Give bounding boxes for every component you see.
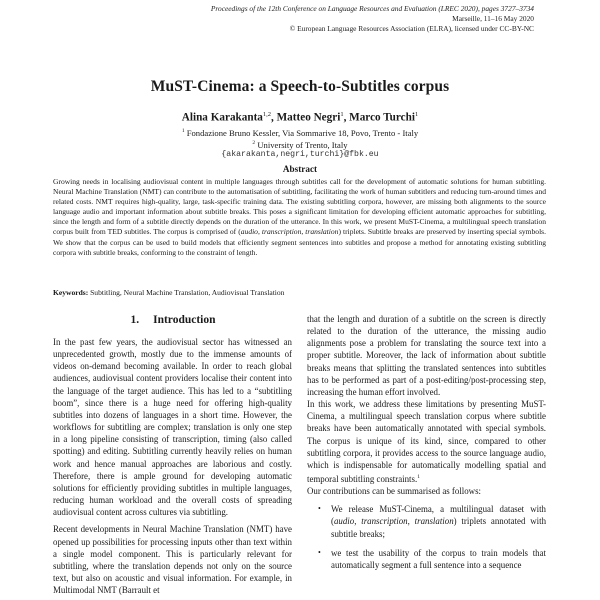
affiliation-text: University of Trento, Italy bbox=[257, 139, 348, 150]
author-affiliation-mark: 1 bbox=[340, 111, 344, 118]
list-item: • we test the usability of the corpus to train models that automatically segment a full sentence into a sequence bbox=[307, 547, 546, 571]
abstract-italic: transcription bbox=[261, 227, 302, 237]
author-name: Marco Turchi bbox=[349, 111, 415, 124]
list-item-text: We release MuST-Cinema, a multilingual dataset with ( bbox=[331, 504, 546, 527]
author-email: {akarakanta,negri,turchi}@fbk.eu bbox=[221, 150, 379, 159]
conference-header bbox=[211, 4, 534, 35]
affiliation-2 bbox=[0, 138, 600, 151]
abstract-italic: translation bbox=[305, 227, 339, 237]
paragraph: In the past few years, the audiovisual sector has witnessed an unprecedented growth, mostly due to the immense amounts of videos on-demand becoming available. In order to reach global audiences, audiovisual content providers localise their content into the language of the target audience. This has led to a “subtitling boom”, since there is a huge need for offering high-quality subtitles into dozens of languages in a short time. However, the workflows for subtitling are complex; translation is only one step in a long pipeline consisting of transcription, timing (also called spotting) and editing. Subtitling currently heavily relies on human work and hence manual approaches are laborious and costly. Therefore, there is ample ground for developing automatic solutions for efficiently providing subtitles in multiple languages, reducing human workload and the overall costs of spreading audiovisual content across cultures via subtitling. bbox=[53, 337, 292, 518]
list-item bbox=[307, 503, 546, 539]
paragraph: that the length and duration of a subtitle on the screen is directly related to the duration of the utterance, the missing audio alignments pose a problem for translating the source text into a proper subtitle. Moreover, the lack of information about subtitle breaks means that splitting the translated sentences into subtitles has to be performed as part of a post-editing/post-processing step, increasing the human effort involved. bbox=[307, 314, 546, 397]
right-column bbox=[307, 313, 546, 578]
list-item-italic: translation bbox=[414, 516, 454, 527]
proceedings-line: Proceedings of the 12th Conference on Language Resources and Evaluation (LREC 2020), pages 3727–3734 bbox=[210, 4, 534, 13]
paragraph bbox=[307, 398, 546, 485]
section-heading-introduction bbox=[53, 314, 293, 326]
separator: , bbox=[301, 227, 306, 237]
separator: , bbox=[354, 516, 362, 527]
author-affiliation-mark: 1 bbox=[414, 111, 419, 118]
list-item-italic: audio bbox=[333, 516, 355, 527]
author-list: Alina Karakanta$^{1,2}$, Matteo Negri$^1$, Marco Turchi$^1$ bbox=[181, 111, 419, 124]
abstract-italic: audio bbox=[240, 227, 258, 237]
abstract-heading: Abstract bbox=[282, 164, 318, 174]
affiliation-mark: 2 bbox=[252, 140, 256, 146]
paragraph: Our contributions can be summarised as follows: bbox=[307, 486, 482, 497]
section-title: Introduction bbox=[153, 314, 216, 326]
paper-title: MuST-Cinema: a Speech-to-Subtitles corpus bbox=[150, 78, 450, 95]
left-column bbox=[53, 336, 292, 596]
copyright-line: © European Language Resources Association (ELRA), licensed under CC-BY-NC bbox=[289, 24, 534, 34]
keywords-label: Keywords: bbox=[53, 288, 89, 297]
paragraph-text: In this work, we address these limitations by presenting MuST-Cinema, a multilingual speech translation corpus where subtitle breaks have been automatically annotated with special symbols. The corpus is unique of its kind, since, compared to other subtitling corpora, it provides access to the source language audio, which is indispensable for automatically modelling spatial and temporal subtitling constraints. bbox=[307, 399, 546, 484]
contributions-list bbox=[307, 503, 546, 571]
keywords-text: Subtitling, Neural Machine Translation, Audiovisual Translation bbox=[90, 288, 285, 297]
author-name: Alina Karakanta bbox=[181, 111, 263, 124]
paragraph: Recent developments in Neural Machine Translation (NMT) have opened up possibilities for processing inputs other than text within a single model component. This is particularly relevant for subtitling, where the translation depends not only on the source text, but also on acoustic and visual information. For example, in Multimodal NMT (Barrault et bbox=[53, 524, 292, 596]
section-number: 1. bbox=[130, 314, 140, 326]
list-item-text: ) triplets annotated with subtitle breaks; bbox=[331, 516, 547, 539]
keywords-line bbox=[53, 288, 546, 297]
abstract-text: Growing needs in localising audiovisual content in multiple languages through subtitles call for the development of automatic solutions for human subtitling. Neural Machine Translation (NMT) can contribute to the automatisation of subtitling, facilitating the work of human subtitlers and reducing turn-around times and related costs. NMT requires high-quality, large, task-specific training data. The existing subtitling corpora, however, are missing both alignments to the source language audio and important information about subtitle breaks. This poses a significant limitation for developing efficient automatic approaches for subtitling, since the length and form of a subtitle directly depends on the duration of the utterance. In this work, we present MuST-Cinema, a multilingual speech translation corpus built from TED subtitles. The corpus is comprised of ( bbox=[53, 177, 546, 237]
list-item-italic: transcription bbox=[361, 516, 408, 527]
abstract-text: ) triplets. Subtitle breaks are preserved by inserting special symbols. We show that the corpus can be used to build models that efficiently segment sentences into subtitles and propose a method for annotating existing subtitling corpora with subtitle breaks, conforming to the constraint of length. bbox=[53, 227, 546, 257]
author-name: Matteo Negri bbox=[276, 111, 341, 124]
footnote-mark: 1 bbox=[417, 474, 420, 481]
separator: , bbox=[407, 516, 415, 527]
affiliation-mark: 1 bbox=[181, 128, 185, 134]
separator: , bbox=[257, 227, 262, 237]
affiliation-1 bbox=[0, 126, 600, 139]
affiliation-text: Fondazione Bruno Kessler, Via Sommarive 18, Povo, Trento - Italy bbox=[186, 127, 419, 138]
abstract-body bbox=[53, 177, 546, 258]
author-affiliation-mark: 1,2 bbox=[262, 111, 272, 118]
location-date-line: Marseille, 11–16 May 2020 bbox=[452, 14, 534, 24]
